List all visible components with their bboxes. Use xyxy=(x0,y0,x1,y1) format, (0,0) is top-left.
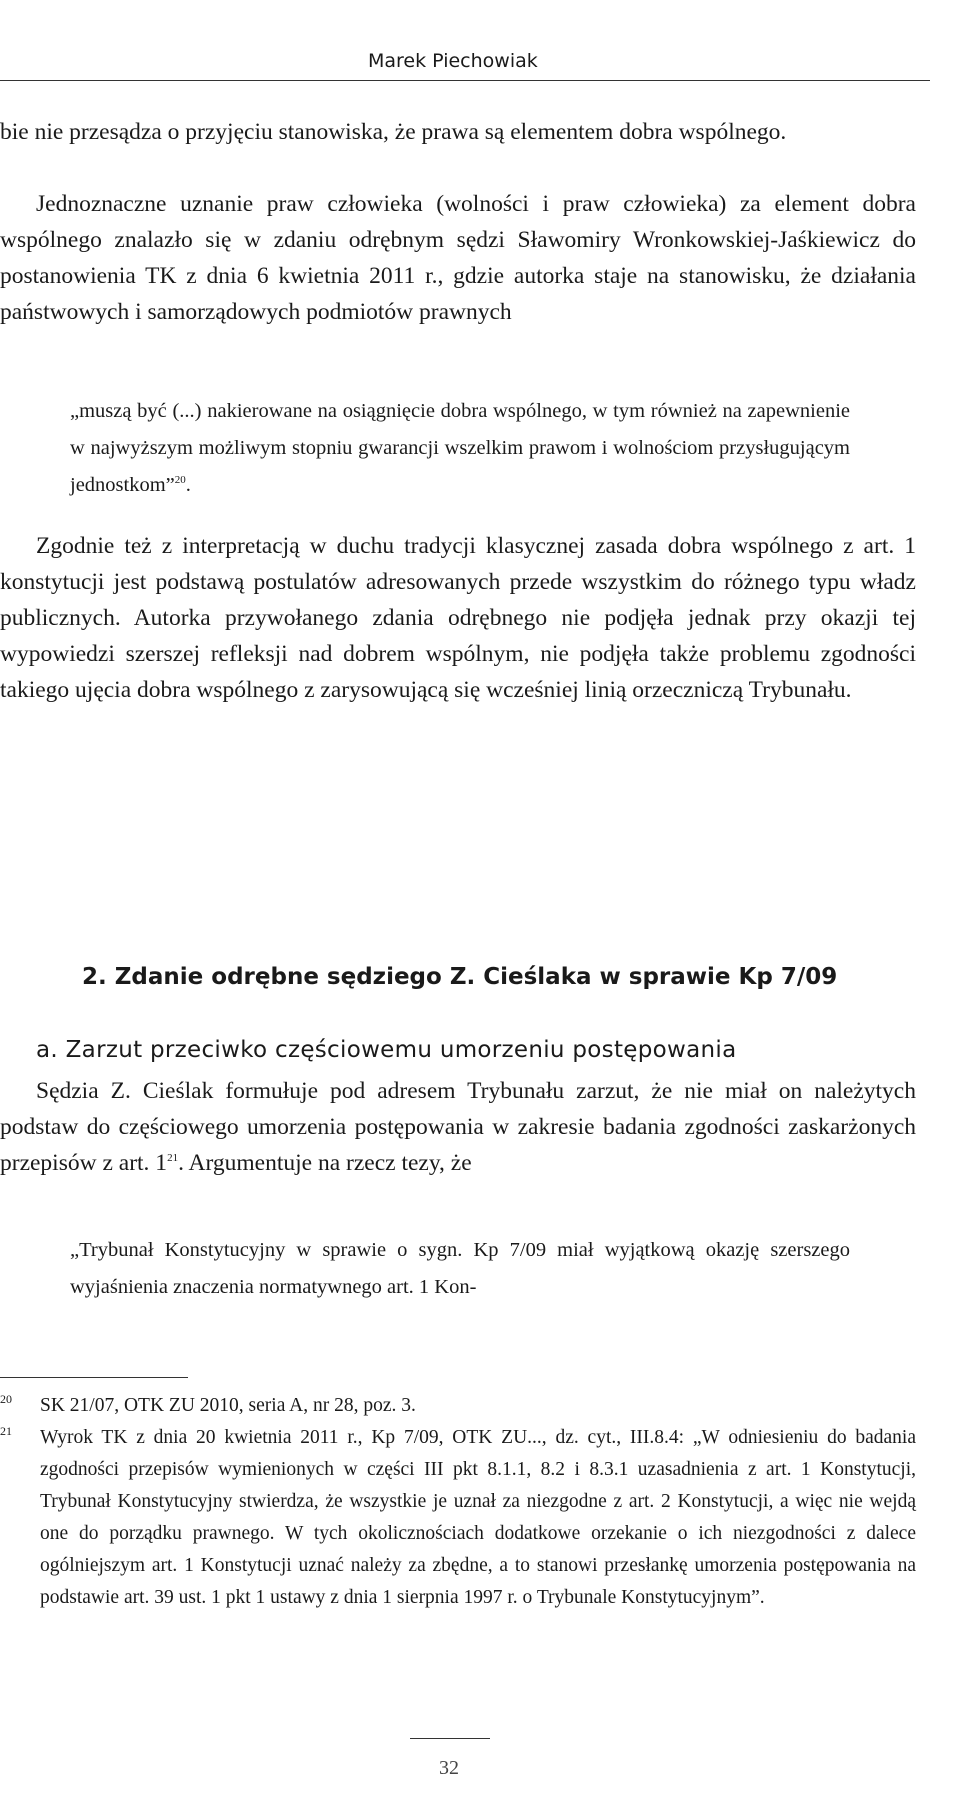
footnote-ref-21: 21 xyxy=(167,1152,179,1165)
footnote-21 xyxy=(0,1422,916,1614)
paragraph-1: bie nie przesądza o przyjęciu stanowiska, że prawa są elementem dobra wspólnego. xyxy=(0,119,787,145)
footnote-ref-20: 20 xyxy=(174,474,186,487)
page-number: 32 xyxy=(439,1757,459,1779)
footnote-number: 21 xyxy=(0,1424,12,1438)
paragraph-4-end: . Argumentuje na rzecz tezy, że xyxy=(178,1150,472,1176)
footnote-number: 20 xyxy=(0,1392,12,1406)
subsection-heading: a. Zarzut przeciwko częściowemu umorzeniu postępowania xyxy=(36,1037,737,1063)
running-head: Marek Piechowiak xyxy=(368,50,538,72)
header-rule xyxy=(0,80,930,81)
paragraph-4-text: Sędzia Z. Cieślak formułuje pod adresem Trybunału zarzut, że nie miał on należytych podstaw do częściowego umorzenia postępowania w zakresie badania zgodności zaskarżonych przepisów z art. 1 xyxy=(0,1078,916,1176)
page-number-rule xyxy=(410,1738,490,1739)
block-quote-2: „Trybunał Konstytucyjny w sprawie o sygn. Kp 7/09 miał wyjątkową okazję szerszego wyjaśnienia znaczenia normatywnego art. 1 Kon- xyxy=(70,1239,850,1298)
paragraph-4 xyxy=(0,1073,916,1181)
paragraph-3: Zgodnie też z interpretacją w duchu tradycji klasycznej zasada dobra wspólnego z art. 1 konstytucji jest podstawą postulatów adresowanych przede wszystkim do różnego typu władz publicznych. Autorka przywołanego zdania odrębnego nie podjęła jednak przy okazji tej wypowiedzi szerszej refleksji nad dobrem wspólnym, nie podjęła także problemu zgodności takiego ujęcia dobra wspólnego z zarysowującą się wcześniej linią orzeczniczą Trybunału. xyxy=(0,533,916,703)
block-quote-1 xyxy=(70,393,850,504)
footnote-text: SK 21/07, OTK ZU 2010, seria A, nr 28, poz. 3. xyxy=(40,1395,416,1416)
quote-1-text: „muszą być (...) nakierowane na osiągnięcie dobra wspólnego, w tym również na zapewnienie w najwyższym możliwym stopniu gwarancji wszelkim prawom i wolnościom przysługującym jednostkom” xyxy=(70,400,850,496)
paragraph-2: Jednoznaczne uznanie praw człowieka (wolności i praw człowieka) za element dobra wspólnego znalazło się w zdaniu odrębnym sędzi Sławomiry Wronkowskiej-Jaśkiewicz do postanowienia TK z dnia 6 kwietnia 2011 r., gdzie autorka staje na stanowisku, że działania państwowych i samorządowych podmiotów prawnych xyxy=(0,191,916,325)
footnote-rule xyxy=(0,1377,188,1378)
footnote-20 xyxy=(0,1390,916,1422)
quote-1-end: . xyxy=(185,474,191,496)
footnote-text: Wyrok TK z dnia 20 kwietnia 2011 r., Kp 7/09, OTK ZU..., dz. cyt., III.8.4: „W odniesieniu do badania zgodności przepisów wymienionych w części III pkt 8.1.1, 8.2 i 8.3.1 uzasadnienia z art. 1 Konstytucji, Trybunał Konstytucyjny stwierdza, że wszystkie je uznał za niezgodne z art. 2 Konstytucji, a więc nie wejdą one do porządku prawnego. W tych okolicznościach dodatkowe orzekanie o ich niezgodności z dalece ogólniejszym art. 1 Konstytucji uznać należy za zbędne, a to stanowi przesłankę umorzenia postępowania na podstawie art. 39 ust. 1 pkt 1 ustawy z dnia 1 sierpnia 1997 r. o Trybunale Konstytucyjnym”. xyxy=(40,1427,916,1608)
section-heading: 2. Zdanie odrębne sędziego Z. Cieślaka w sprawie Kp 7/09 xyxy=(82,964,838,990)
